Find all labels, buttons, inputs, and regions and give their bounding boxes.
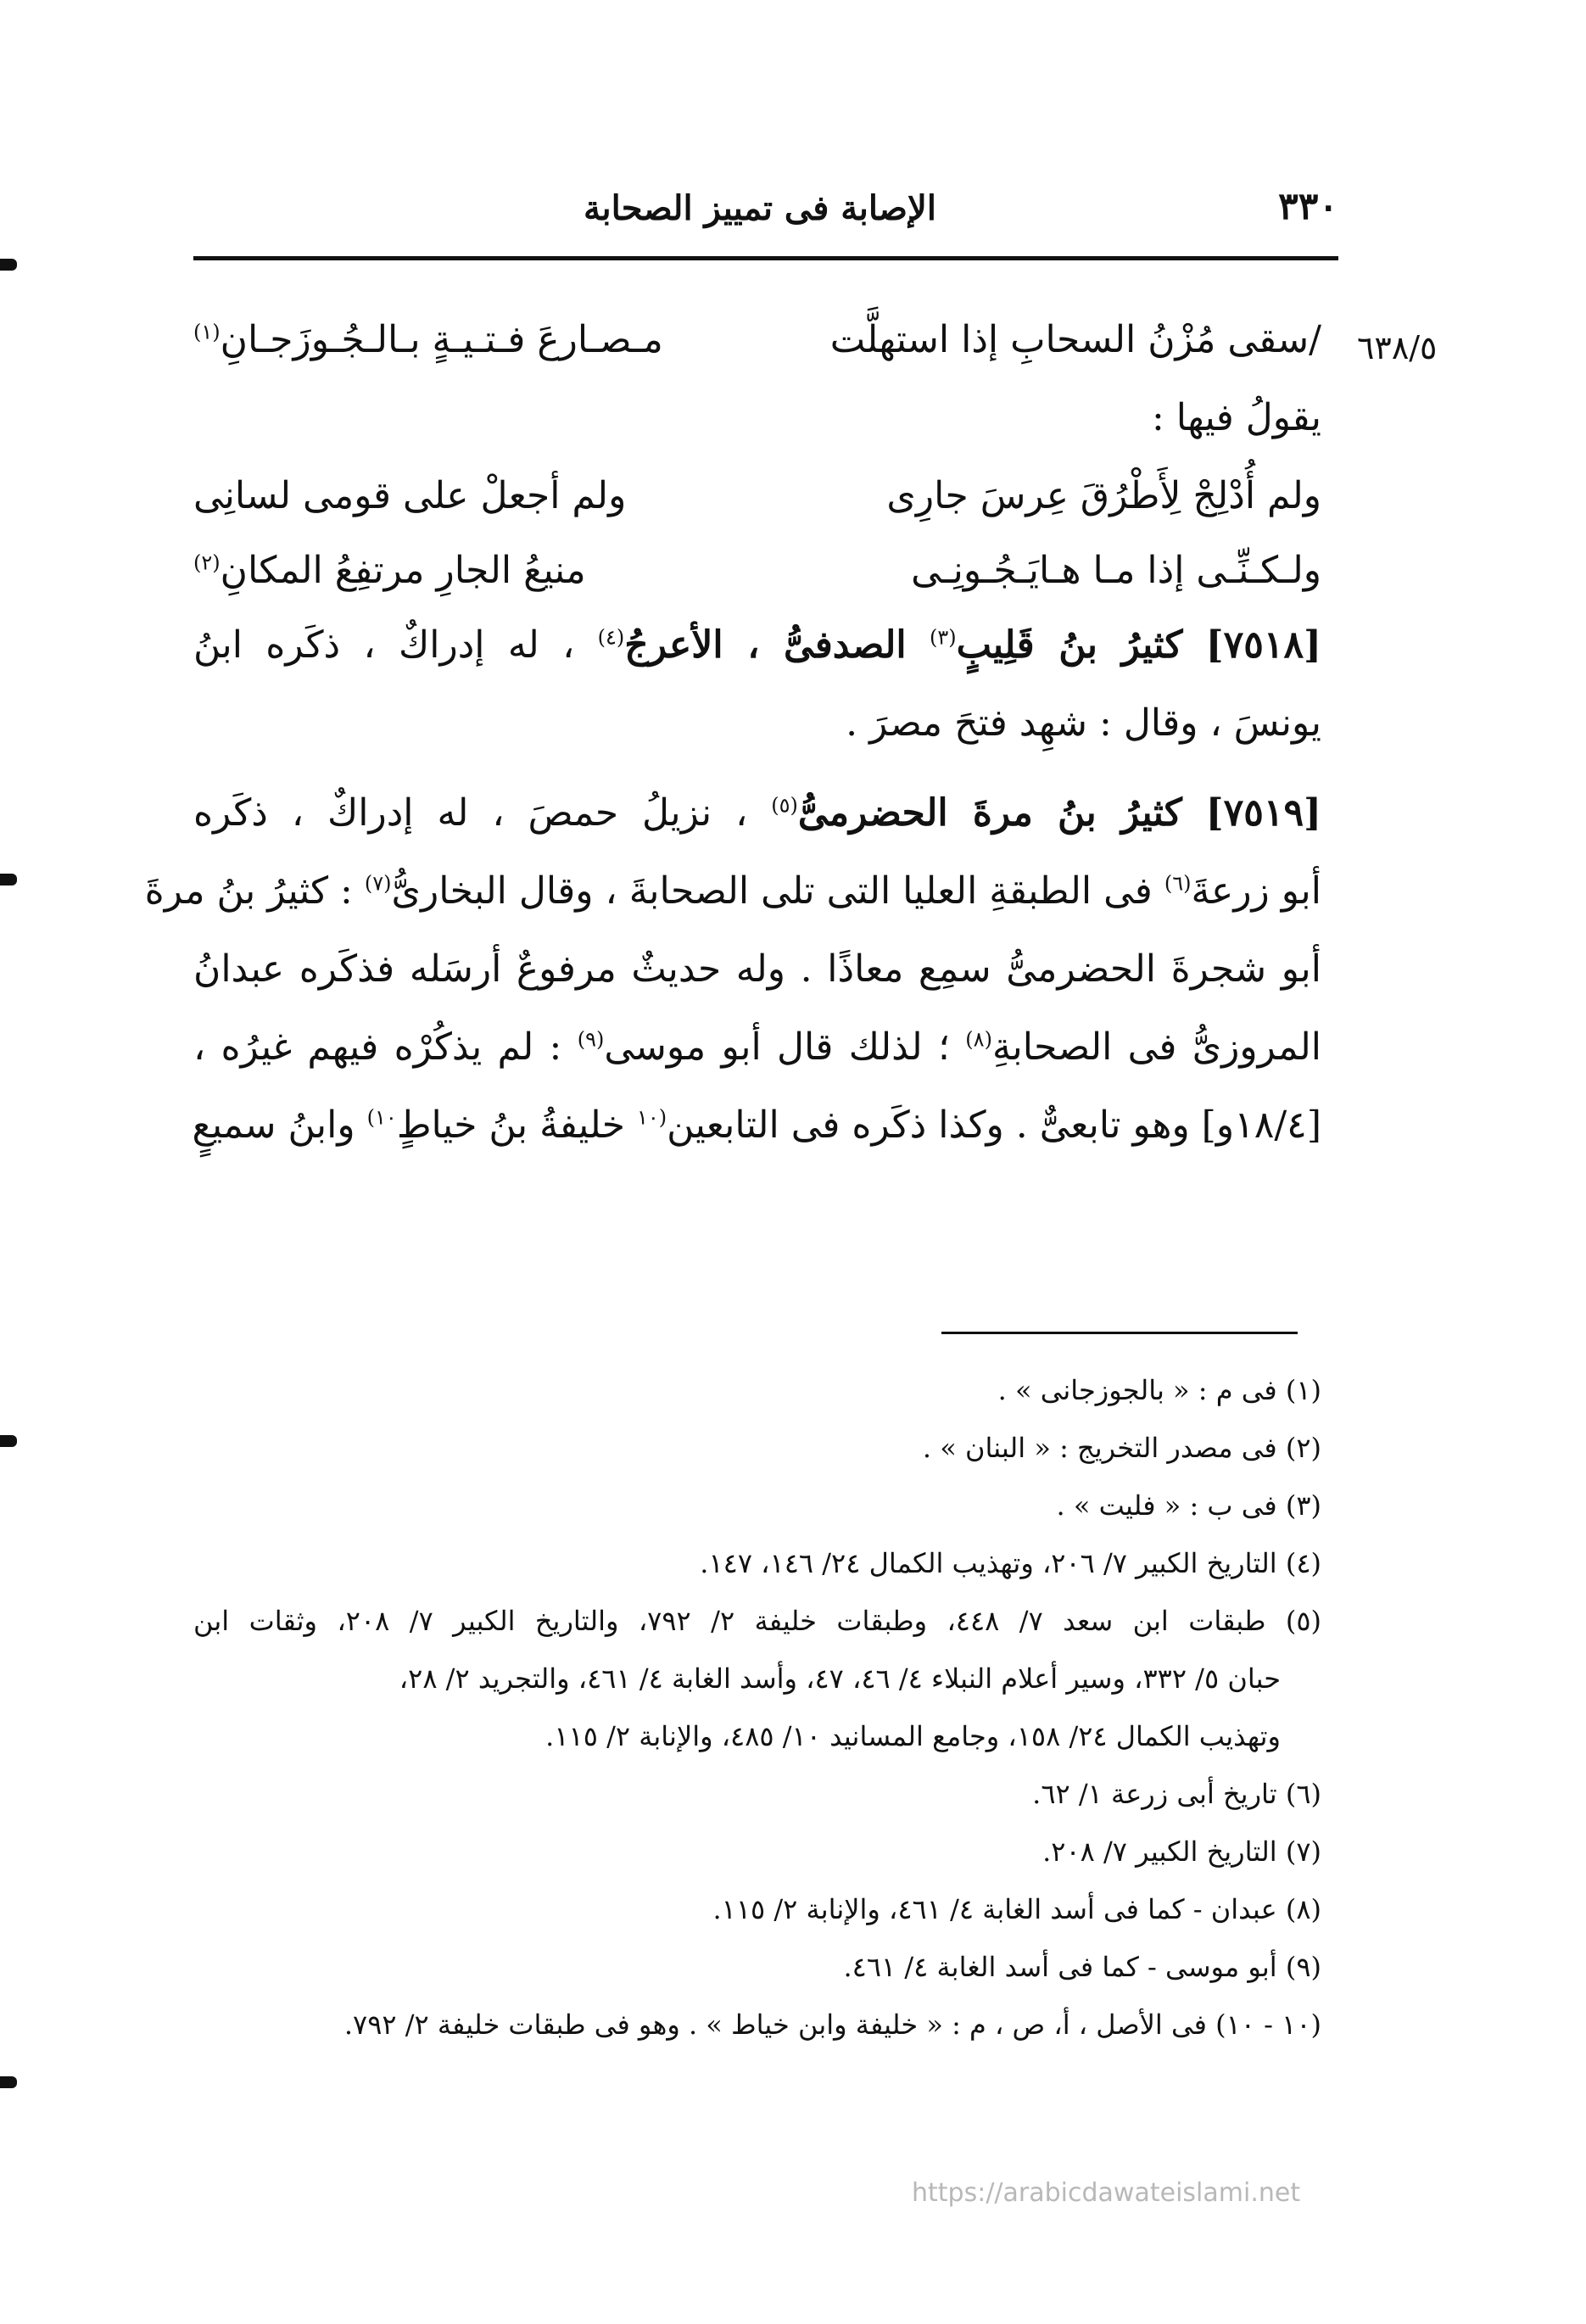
footnote-6: (٦) تاريخ أبى زرعة ١/ ٦٢. (1032, 1778, 1321, 1810)
footnote-ref: (٣) (929, 625, 957, 650)
footnote-5-continued: حبان ٥/ ٣٣٢، وسير أعلام النبلاء ٤/ ٤٦، ٤٧، وأسد الغابة ٤/ ٤٦١، والتجريد ٢/ ٢٨، (399, 1662, 1281, 1695)
entry-7519-line-1 (193, 774, 1321, 852)
watermark-url: https://arabicdawateislami.net (912, 2178, 1301, 2208)
entry-7519-line-2: أبو زرعةَ$^{(٦)}$ فى الطبقةِ العليا التى تلى الصحابةَ ، وقال البخارىُّ$^{(٧)}$ : كثيرُ بنُ مرةَ (144, 869, 1321, 913)
entry-7519-line-4: المروزىُّ فى الصحابةِ$^{(٨)}$ ؛ لذلك قال أبو موسى$^{(٩)}$ : لم يذكُرْه فيهم غيرُه ، (193, 1025, 1321, 1069)
verse-hemistich-first: ولـكـنِّـى إذا مـا هـايَـجُـونِـى (911, 549, 1321, 592)
footnotes (193, 1361, 1321, 2053)
entry-nisba: الصدفىُّ ، الأعرجُ (624, 623, 907, 667)
verse-intro: يقولُ فيها : (1152, 396, 1321, 439)
page-header (193, 185, 1338, 239)
entry-number: [٧٥١٨] (1205, 623, 1321, 667)
verse-hemistich-second: مـصـارعَ فـتـيـةٍ بـالـجُـوزَجـانِ$^{(١)}$ (193, 318, 663, 361)
footnote-8: (٨) عبدان - كما فى أسد الغابة ٤/ ٤٦١، والإنابة ٢/ ١١٥. (712, 1893, 1321, 1925)
verse-hemistich-first: /سقى مُزْنُ السحابِ إذا استهلَّت (829, 318, 1321, 361)
entry-text: ، نزيلُ حمصَ ، له إدراكٌ ، ذكَره (193, 791, 748, 835)
footnote-ref: (٦) (1164, 871, 1192, 896)
footnote-ref: (٧) (364, 871, 392, 896)
verse-line-1 (193, 301, 1321, 379)
footnote-4: (٤) التاريخ الكبير ٧/ ٢٠٦، وتهذيب الكمال ٢٤/ ١٤٦، ١٤٧. (700, 1547, 1321, 1579)
entry-7518-line-1 (193, 606, 1321, 684)
entry-number: [٧٥١٩] (1205, 791, 1321, 835)
verse-hemistich-second: منيعُ الجارِ مرتفِعُ المكانِ$^{(٢)}$ (193, 549, 586, 592)
entry-text: ، له إدراكٌ ، ذكَره ابنُ (193, 623, 575, 667)
verse-line-3 (193, 535, 1321, 606)
scan-edge-mark (0, 2076, 17, 2088)
scan-edge-mark (0, 874, 17, 885)
footnote-ref: (٤) (597, 625, 625, 650)
footnote-ref: ١٠) (366, 1105, 397, 1130)
verse-line-2 (193, 457, 1321, 535)
footnote-ref: (١٠ (637, 1105, 667, 1130)
footnote-5: (٥) طبقات ابن سعد ٧/ ٤٤٨، وطبقات خليفة ٢/ ٧٩٢، والتاريخ الكبير ٧/ ٢٠٨، وثقات ابن (193, 1605, 1322, 1637)
margin-page-reference: ٦٣٨/٥ (1357, 329, 1438, 366)
entry-name: كثيرُ بنُ مرةَ الحضرمىُّ (797, 791, 1182, 835)
running-title: الإصابة فى تمييز الصحابة (584, 188, 936, 228)
verse-hemistich-first: ولم أُدْلِجْ لِأَطْرُقَ عِرسَ جارِى (886, 474, 1321, 517)
footnote-ref: (٢) (193, 550, 221, 575)
page-number: ٣٣٠ (1278, 185, 1338, 228)
main-text (144, 301, 1321, 1165)
footnote-7: (٧) التاريخ الكبير ٧/ ٢٠٨. (1042, 1835, 1321, 1868)
footnote-rule (941, 1332, 1298, 1334)
footnote-10: (١٠ - ١٠) فى الأصل ، أ، ص ، م : « خليفة وابن خياط » . وهو فى طبقات خليفة ٢/ ٧٩٢. (343, 2008, 1321, 2041)
footnote-2: (٢) فى مصدر التخريج : « البنان » . (922, 1432, 1321, 1464)
footnote-9: (٩) أبو موسى - كما فى أسد الغابة ٤/ ٤٦١. (843, 1951, 1321, 1983)
entry-name: كثيرُ بنُ قَلِيبٍ (956, 623, 1183, 667)
footnote-5-continued: وتهذيب الكمال ٢٤/ ١٥٨، وجامع المسانيد ١٠/ ٤٨٥، والإنابة ٢/ ١١٥. (545, 1720, 1281, 1752)
scan-edge-mark (0, 259, 17, 271)
footnote-ref: (٩) (577, 1027, 605, 1052)
scan-edge-mark (0, 1435, 17, 1447)
footnote-ref: (١) (193, 320, 221, 344)
entry-7519-line-3: أبو شجرةَ الحضرمىُّ سمِع معاذًا . وله حديثٌ مرفوعٌ أرسَله فذكَره عبدانُ (193, 947, 1321, 991)
footnote-ref: (٨) (965, 1027, 992, 1052)
entry-7519-line-5: [١٨/٤و] وهو تابعىٌّ . وكذا ذكَره فى التابعين$^{(١٠}$ خليفةُ بنُ خياطٍ$^{١٠)}$ وابنُ سميعٍ (192, 1103, 1321, 1147)
verse-hemistich-second: ولم أجعلْ على قومى لسانِى (193, 474, 627, 517)
header-rule (193, 256, 1338, 260)
footnote-ref: (٥) (771, 793, 798, 818)
footnote-3: (٣) فى ب : « فليت » . (1056, 1489, 1321, 1522)
footnote-1: (١) فى م : « بالجوزجانى » . (997, 1374, 1321, 1406)
entry-7518-line-2: يونسَ ، وقال : شهِد فتحَ مصرَ . (846, 701, 1321, 745)
